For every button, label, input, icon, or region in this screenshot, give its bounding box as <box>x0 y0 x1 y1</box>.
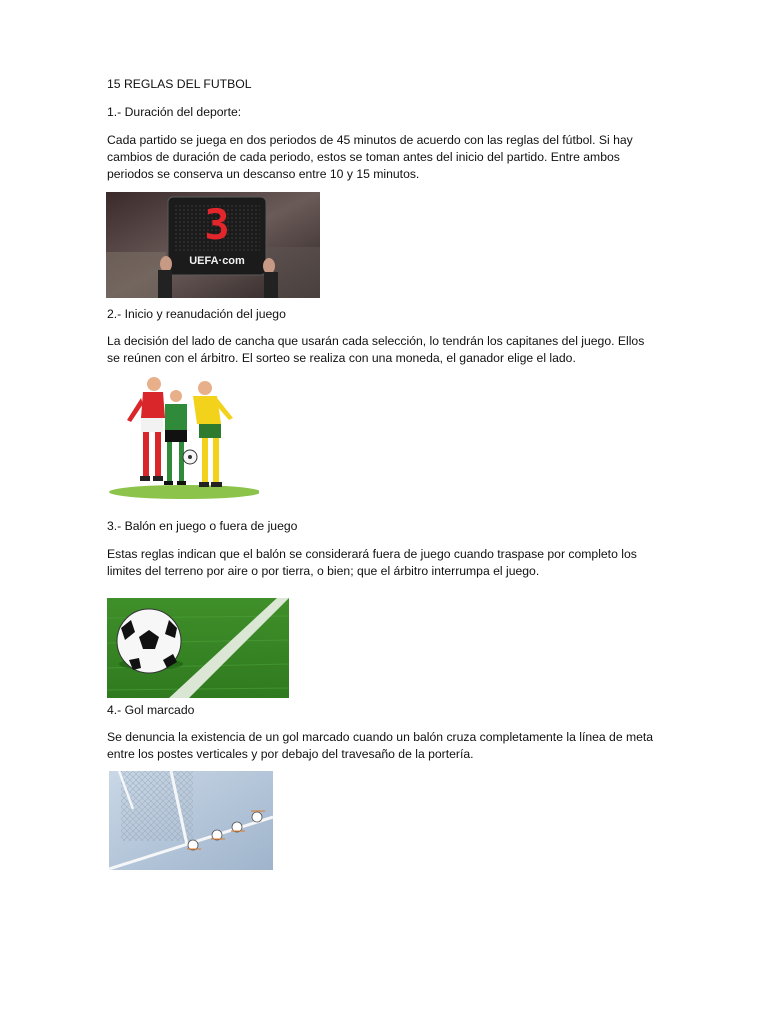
section-1-heading: 1.- Duración del deporte: <box>107 105 242 119</box>
substitution-board-image <box>106 192 320 298</box>
section-4-heading: 4.- Gol marcado <box>107 703 195 717</box>
board-digit: 3 <box>204 200 230 249</box>
goal-line-diagram <box>109 771 273 870</box>
uefa-logo-text: UEFA·com <box>189 255 245 267</box>
coin-toss-illustration <box>107 374 259 500</box>
section-2-heading: 2.- Inicio y reanudación del juego <box>107 307 286 321</box>
section-2-body: La decisión del lado de cancha que usarán cada selección, lo tendrán los capitanes del juego. Ellos se reúnen con el árbitro. El sorteo se realiza con una moneda, el ganador elige el lado. <box>107 334 645 365</box>
ball-on-grass-image <box>107 598 289 698</box>
document-title: 15 REGLAS DEL FUTBOL <box>107 77 252 91</box>
section-4-body: Se denuncia la existencia de un gol marcado cuando un balón cruza completamente la línea de meta entre los postes verticales y por debajo del travesaño de la portería. <box>107 730 654 761</box>
section-3-heading: 3.- Balón en juego o fuera de juego <box>107 519 298 533</box>
section-3-body: Estas reglas indican que el balón se considerará fuera de juego cuando traspase por completo los limites del terreno por aire o por tierra, o bien; que el árbitro interrumpa el juego. <box>107 547 637 578</box>
section-1-body: Cada partido se juega en dos periodos de 45 minutos de acuerdo con las reglas del fútbol. Si hay cambios de duración de cada periodo, estos se toman antes del inicio del partido. Entre ambos periodos se conserva un descanso entre 10 y 15 minutos. <box>107 133 633 181</box>
